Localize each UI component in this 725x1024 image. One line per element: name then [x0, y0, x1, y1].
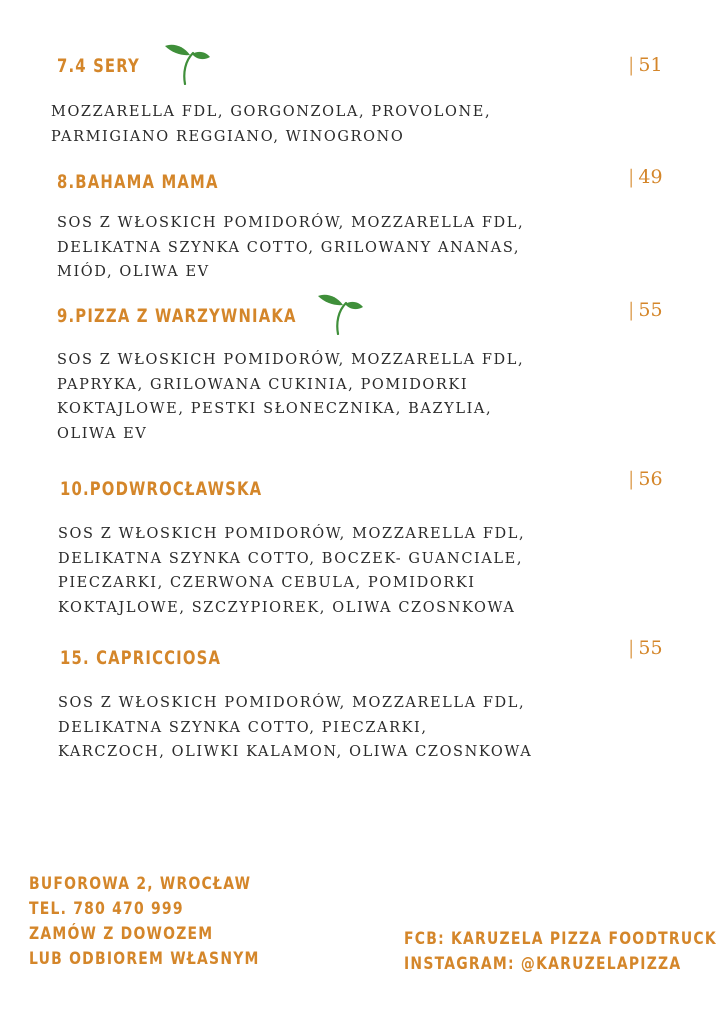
price-value: 51 — [638, 54, 663, 76]
menu-item-description — [57, 348, 617, 446]
menu-item-description — [51, 100, 611, 149]
address-line: TEL. 780 470 999 — [29, 899, 184, 919]
price-value: 55 — [638, 637, 663, 659]
description-line: PIECZARKI, CZERWONA CEBULA, POMIDORKI — [58, 575, 476, 591]
price-separator: | — [628, 166, 635, 188]
description-line: PAPRYKA, GRILOWANA CUKINIA, POMIDORKI — [57, 376, 469, 393]
social-line: INSTAGRAM: @KARUZELAPIZZA — [404, 954, 682, 974]
description-line: OLIWA EV — [57, 425, 148, 442]
price-value: 49 — [638, 166, 663, 188]
sprout-icon — [316, 291, 364, 335]
price-separator: | — [628, 54, 635, 76]
address-line: ZAMÓW Z DOWOZEM — [29, 924, 214, 944]
footer-address — [29, 872, 260, 972]
description-line: DELIKATNA SZYNKA COTTO, PIECZARKI, — [58, 719, 428, 736]
description-line: SOS Z WŁOSKICH POMIDORÓW, MOZZARELLA FDL, — [57, 352, 525, 368]
menu-item-price — [628, 54, 663, 76]
address-line: LUB ODBIOREM WŁASNYM — [29, 949, 260, 969]
description-line: MOZZARELLA FDL, GORGONZOLA, PROVOLONE, — [51, 104, 492, 120]
menu-item-price — [628, 166, 663, 188]
price-value: 55 — [638, 299, 663, 321]
price-separator: | — [628, 299, 635, 321]
menu-item-title: 9.PIZZA Z WARZYWNIAKA — [57, 305, 297, 327]
description-line: DELIKATNA SZYNKA COTTO, GRILOWANY ANANAS, — [57, 239, 521, 256]
price-separator: | — [628, 637, 635, 659]
sprout-icon — [163, 41, 211, 85]
price-value: 56 — [638, 468, 663, 490]
menu-item-description — [57, 211, 617, 285]
description-line: SOS Z WŁOSKICH POMIDORÓW, MOZZARELLA FDL, — [57, 215, 525, 231]
description-line: KOKTAJLOWE, SZCZYPIOREK, OLIWA CZOSNKOWA — [58, 599, 516, 616]
menu-item-description — [58, 691, 618, 765]
menu-item-title: 10.PODWROCŁAWSKA — [60, 478, 263, 500]
description-line: MIÓD, OLIWA EV — [57, 264, 210, 280]
description-line: PARMIGIANO REGGIANO, WINOGRONO — [51, 128, 405, 145]
description-line: SOS Z WŁOSKICH POMIDORÓW, MOZZARELLA FDL, — [58, 695, 526, 711]
price-separator: | — [628, 468, 635, 490]
description-line: SOS Z WŁOSKICH POMIDORÓW, MOZZARELLA FDL, — [58, 526, 526, 542]
menu-item-title: 15. CAPRICCIOSA — [60, 647, 222, 669]
description-line: KARCZOCH, OLIWKI KALAMON, OLIWA CZOSNKOWA — [58, 744, 533, 760]
menu-item-price — [628, 468, 663, 490]
menu-item-title: 7.4 SERY — [57, 55, 140, 77]
description-line: DELIKATNA SZYNKA COTTO, BOCZEK- GUANCIALE, — [58, 550, 524, 567]
address-line: BUFOROWA 2, WROCŁAW — [29, 874, 252, 894]
menu-item-price — [628, 637, 663, 659]
description-line: KOKTAJLOWE, PESTKI SŁONECZNIKA, BAZYLIA, — [57, 401, 493, 417]
footer-social — [404, 927, 717, 977]
social-line: FCB: KARUZELA PIZZA FOODTRUCK — [404, 929, 717, 949]
menu-item-description — [58, 522, 618, 620]
menu-item-price — [628, 299, 663, 321]
menu-item-title: 8.BAHAMA MAMA — [57, 171, 219, 193]
